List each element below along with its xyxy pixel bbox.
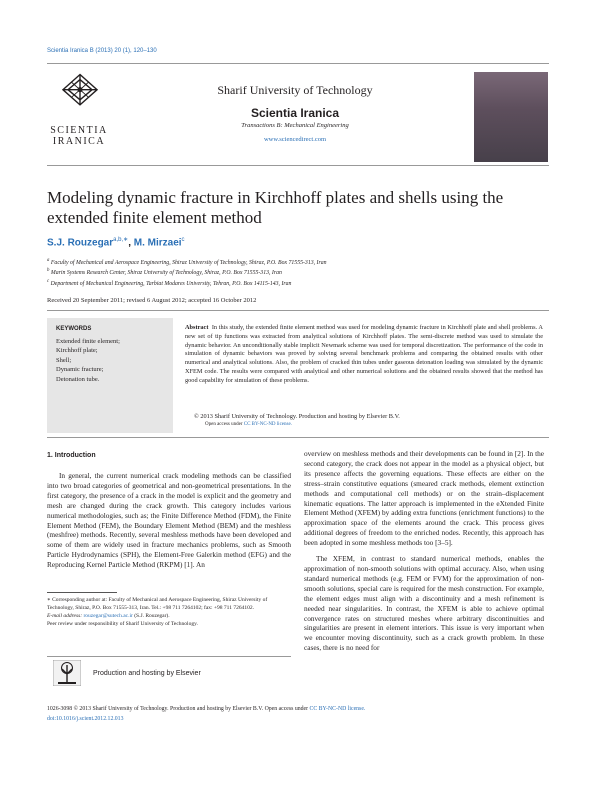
corresponding-author-note: ∗ Corresponding author at: Faculty of Mechanical and Aerospace Engineering, Shiraz University of Technology, Shiraz, P.O. Box 71555-313, Iran. Tel.: +98 711 7264102; fax: +98 711 7264102. — [47, 597, 268, 611]
body-paragraph: overview on meshless methods and their developments can be found in [2]. In the second category, the crack does not appear in the model as a physical object, but its presence affects the governing equations. These effects are either on the stress–strain constitutive equations (smeared crack methods, element extinction methods and computational cell methods) or on the strain–displacement kinematic equations. The latter approach is implemented in the eXtended Finite Element Method (XFEM) by adding extra functions (enrichment functions) to the approximation space of the elements around the crack. This process gives additional degrees of freedom to the enriched nodes. Recently, this approach has been adopted in some meshless methods too [3–5]. — [304, 449, 544, 548]
footnote-rule — [47, 592, 117, 593]
author-2[interactable]: M. Mirzaei — [133, 237, 182, 249]
keyword-item: Detonation tube. — [56, 376, 100, 383]
journal-website-link[interactable]: www.sciencedirect.com — [263, 136, 327, 143]
affiliation-b: $^b$ Marin Systems Research Center, Shiraz University of Technology, Shiraz, P.O. Box 71555-313, Iran — [47, 268, 282, 276]
elsevier-production-text: Production and hosting by Elsevier — [93, 670, 201, 677]
university-name: Sharif University of Technology — [217, 83, 373, 97]
body-paragraph: The XFEM, in contrast to standard numerical methods, enables the approximation of non-smooth solutions with optimal accuracy. Also, when using standard numerical methods (e.g. FEM or FVM) for the approximation of non-smooth solutions, special care is required for the mesh construction. For example, the element edges must align with a discontinuity and a mesh refinement is needed near singularities. In contrast, the XFEM is able to achieve optimal convergence rates on structured meshes where arbitrary discontinuities and singularities are present in element interiors. This issue is very important when we encounter moving discontinuity, such as a crack growth problem. In these cases, there is no need for — [304, 554, 544, 653]
received-dates: Received 20 September 2011; revised 6 August 2012; accepted 16 October 2012 — [47, 297, 257, 304]
abstract-copyright: © 2013 Sharif University of Technology. Production and hosting by Elsevier B.V. — [194, 413, 400, 420]
divider — [47, 437, 549, 438]
footnotes — [47, 596, 291, 628]
keywords-title: KEYWORDS — [56, 326, 92, 332]
article-title: Modeling dynamic fracture in Kirchhoff plates and shells using the extended finite element method — [47, 188, 504, 227]
body-paragraph: In general, the current numerical crack modeling methods can be classified into two broad categories of geometrical and non-geometrical presentations. In the first category, the presence of a crack in the model is explicit and the geometry and mesh are changed during the crack growth. This category includes various numerical methodologies, such as; the Finite Difference Method (FDM), the Finite Element Method (FEM), the Boundary Element Method (BEM) and the meshless (meshfree) methods. Recently, several meshless methods have been developed and some of them are widely used in fracture mechanics problems, such as Smooth Particle Hydrodynamics (SPH), the Element-Free Galerkin method (EFG) and the Reproducing Kernel Particle Method (RKPM) [1]. An — [47, 471, 291, 570]
open-access-note: Open access under CC BY-NC-ND license. — [205, 422, 292, 427]
keyword-item: Kirchhoff plate; — [56, 347, 98, 354]
author-2-sup[interactable]: c — [181, 237, 185, 243]
author-separator: , — [128, 237, 134, 249]
column-right — [304, 449, 544, 653]
author-list — [47, 236, 185, 248]
author-1-sup[interactable]: a,b,∗ — [113, 237, 129, 243]
doi-link[interactable]: doi:10.1016/j.scient.2012.12.013 — [47, 716, 124, 722]
keyword-item: Extended finite element; — [56, 338, 120, 345]
affiliation-a: $^a$ Faculty of Mechanical and Aerospace Engineering, Shiraz University of Technology, Shiraz, P.O. Box 71555-313, Iran — [47, 258, 327, 266]
author-1[interactable]: S.J. Rouzegar — [47, 237, 114, 249]
keyword-item: Dynamic fracture; — [56, 366, 104, 373]
abstract — [185, 324, 543, 386]
scientia-iranica-logo — [47, 72, 113, 127]
email-link[interactable]: rouzegar@sutech.ac.ir — [83, 613, 133, 619]
affiliation-c: $^c$ Department of Mechanical Engineering, Tarbiat Modares University, Tehran, P.O. Box 14115-143, Iran — [47, 279, 292, 287]
abstract-label: Abstract — [185, 324, 209, 331]
issn-copyright-line: 1026-3098 © 2013 Sharif University of Technology. Production and hosting by Elsevier B.V. Open access under CC BY-NC-ND license. — [47, 706, 366, 712]
divider — [47, 310, 549, 311]
column-left — [47, 471, 291, 570]
keyword-item: Shell; — [56, 357, 72, 364]
license-link[interactable]: CC BY-NC-ND license. — [243, 422, 292, 427]
peer-review-note: Peer review under responsibility of Sharif University of Technology. — [47, 621, 198, 627]
license-link[interactable]: CC BY-NC-ND license. — [309, 706, 366, 712]
journal-reference[interactable]: Scientia Iranica B (2013) 20 (1), 120–130 — [47, 48, 157, 54]
abstract-text: In this study, the extended finite element method was used for modeling dynamic fracture in Kirchhoff plate and shell problems. A new set of tip functions was extracted from analytical solutions of Kirchhoff plates. The semi-discrete method was used to simulate the dynamic behavior. An unconditionally stable implicit Newmark scheme was used for temporal discretization. The performance of the code in simulation of dynamic behaviors was proved by solving several benchmark problems and comparing the obtained results with other numerical and analytical solutions. Also, the problem of cracked thin tubes under gaseous detonation loading was simulated by the dynamic XFEM code. The results were compared with analytical and other numerical solutions and the obtained results showed that the method has good capability for simulation of these problems. — [185, 324, 543, 384]
section-heading: 1. Introduction — [47, 452, 96, 459]
elsevier-tree-logo — [53, 660, 81, 686]
journal-name: Scientia Iranica — [250, 106, 340, 120]
journal-transactions: Transactions B: Mechanical Engineering — [241, 122, 349, 129]
email-note: E-mail address: rouzegar@sutech.ac.ir (S.J. Rouzegar). — [47, 613, 170, 619]
journal-cover-thumbnail — [474, 72, 548, 162]
logo-wordmark: SCIENTIA IRANICA — [50, 125, 108, 147]
